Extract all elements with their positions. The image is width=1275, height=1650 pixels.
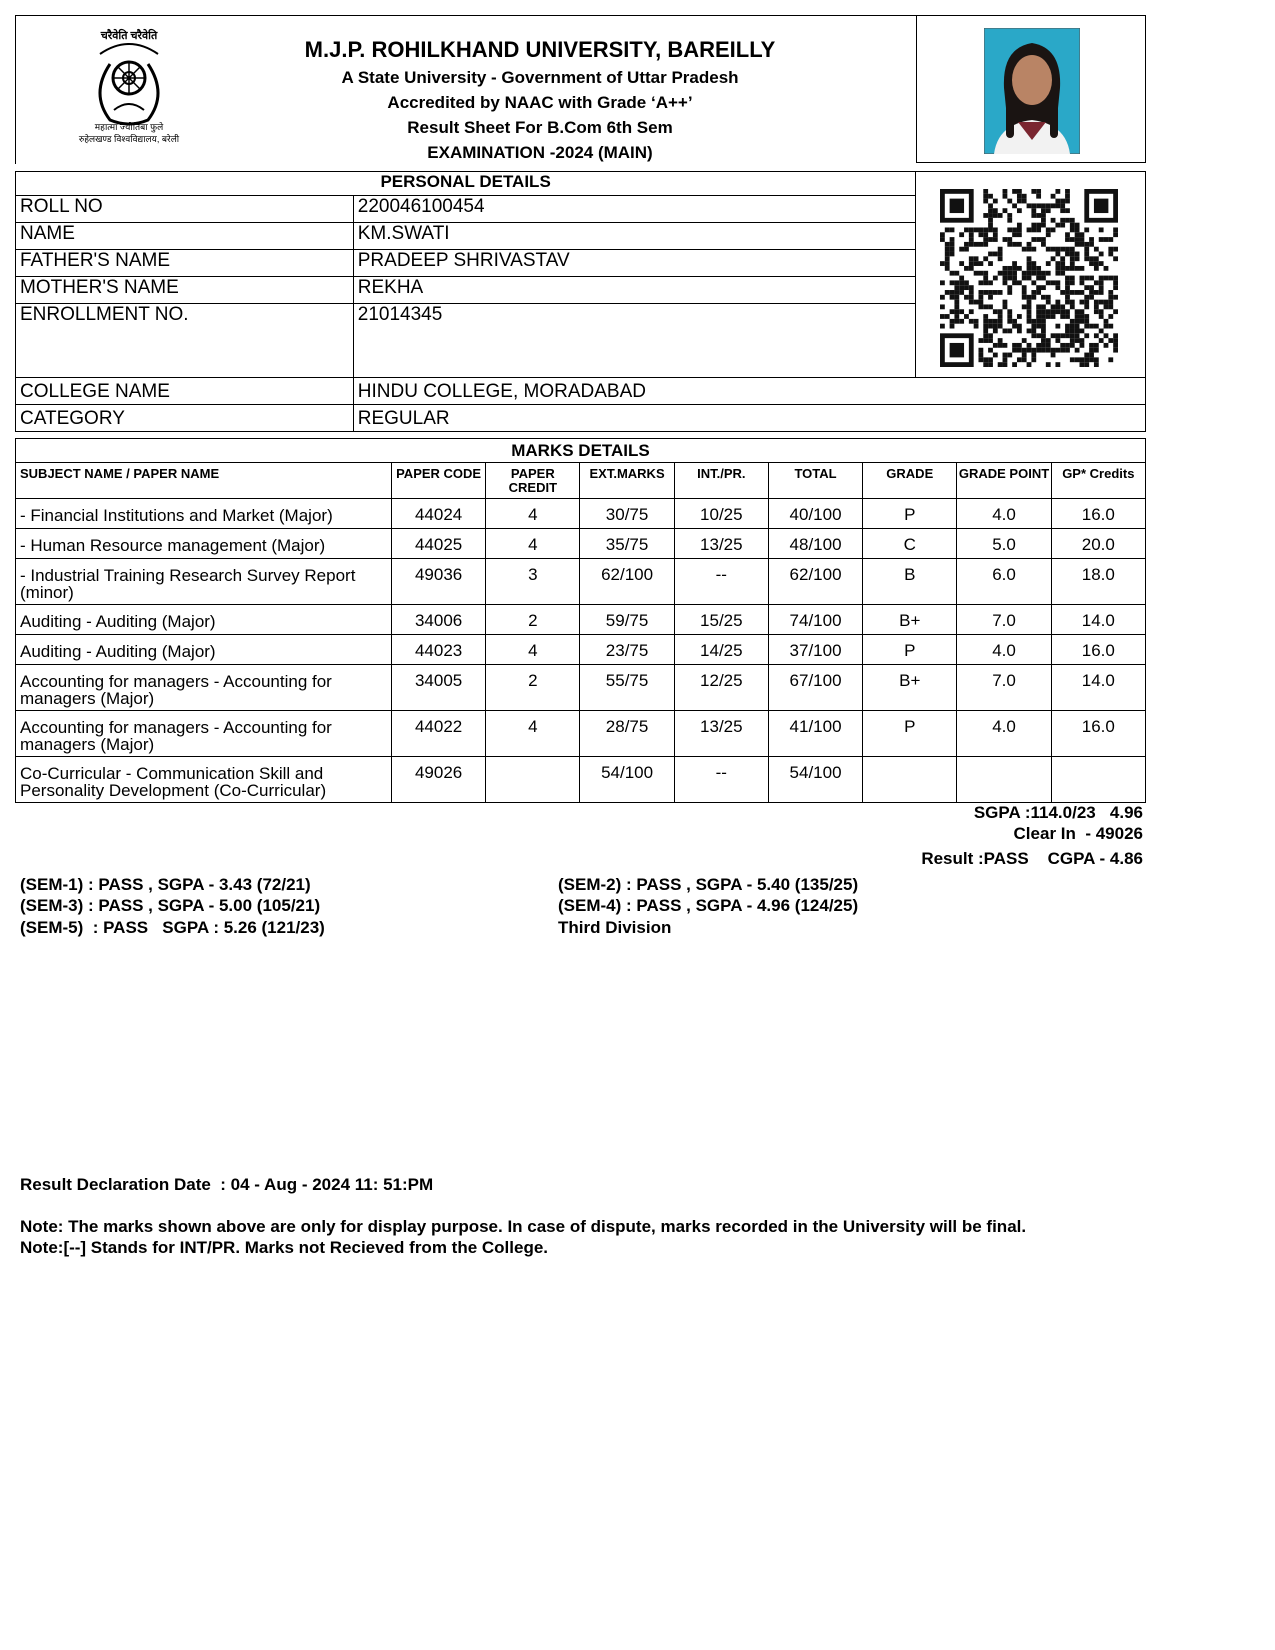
col-code: PAPER CODE xyxy=(391,463,485,499)
sgpa-summary: SGPA :114.0/23 4.96 xyxy=(973,803,1143,822)
cell-gp: 4.0 xyxy=(957,499,1051,529)
cell-grade: B+ xyxy=(863,665,957,711)
note-display: Note: The marks shown above are only for display purpose. In case of dispute, marks recorded in the University will be final. xyxy=(20,1217,1027,1236)
sem5-result: (SEM-5) : PASS SGPA : 5.26 (121/23) xyxy=(20,918,325,937)
roll-value: 220046100454 xyxy=(353,196,916,223)
name-value: KM.SWATI xyxy=(353,223,916,250)
marks-details-title: MARKS DETAILS xyxy=(16,439,1146,463)
header-line1: A State University - Government of Uttar Pradesh xyxy=(341,68,739,87)
cell-credit: 4 xyxy=(486,499,580,529)
table-row xyxy=(16,711,1146,757)
cell-grade: B+ xyxy=(863,605,957,635)
col-ext: EXT.MARKS xyxy=(580,463,674,499)
category-label: CATEGORY xyxy=(16,405,354,432)
cell-total: 74/100 xyxy=(768,605,862,635)
cell-int: 14/25 xyxy=(674,635,768,665)
cell-credit: 2 xyxy=(486,665,580,711)
cell-credit: 2 xyxy=(486,605,580,635)
cell-int: -- xyxy=(674,559,768,605)
logo-text-bottom2: रुहेलखण्ड विश्वविद्यालय, बरेली xyxy=(78,134,180,144)
cell-ext: 55/75 xyxy=(580,665,674,711)
father-label: FATHER'S NAME xyxy=(16,250,354,277)
personal-details-title: PERSONAL DETAILS xyxy=(16,172,916,196)
cell-gp: 6.0 xyxy=(957,559,1051,605)
table-row xyxy=(16,605,1146,635)
marks-details-table xyxy=(15,438,1146,803)
cell-gpc: 16.0 xyxy=(1051,499,1145,529)
cell-int: 13/25 xyxy=(674,711,768,757)
cell-code: 34006 xyxy=(391,605,485,635)
note-int-pr: Note:[--] Stands for INT/PR. Marks not Recieved from the College. xyxy=(20,1238,549,1257)
cell-credit xyxy=(486,757,580,803)
cell-total: 48/100 xyxy=(768,529,862,559)
cell-grade: B xyxy=(863,559,957,605)
cell-credit: 4 xyxy=(486,635,580,665)
mother-label: MOTHER'S NAME xyxy=(16,277,354,304)
cell-gpc: 20.0 xyxy=(1051,529,1145,559)
cell-code: 49026 xyxy=(391,757,485,803)
cell-gp: 4.0 xyxy=(957,711,1051,757)
col-credit: PAPER CREDIT xyxy=(486,463,580,499)
col-total: TOTAL xyxy=(768,463,862,499)
clear-in: Clear In - 49026 xyxy=(1013,824,1143,843)
cell-ext: 28/75 xyxy=(580,711,674,757)
cell-subject: Auditing - Auditing (Major) xyxy=(16,605,392,635)
sem1-result: (SEM-1) : PASS , SGPA - 3.43 (72/21) xyxy=(20,875,311,894)
cell-grade: P xyxy=(863,499,957,529)
table-row xyxy=(16,559,1146,605)
cell-int: -- xyxy=(674,757,768,803)
cell-ext: 59/75 xyxy=(580,605,674,635)
cell-gpc xyxy=(1051,757,1145,803)
cell-code: 44023 xyxy=(391,635,485,665)
name-label: NAME xyxy=(16,223,354,250)
cell-ext: 30/75 xyxy=(580,499,674,529)
cell-grade: P xyxy=(863,711,957,757)
header-line3: Result Sheet For B.Com 6th Sem xyxy=(407,118,673,137)
cell-total: 62/100 xyxy=(768,559,862,605)
roll-label: ROLL NO xyxy=(16,196,354,223)
cell-ext: 54/100 xyxy=(580,757,674,803)
cell-total: 40/100 xyxy=(768,499,862,529)
logo-text-top: चरैवेति चरैवेति xyxy=(100,30,158,42)
col-grade: GRADE xyxy=(863,463,957,499)
cell-gp xyxy=(957,757,1051,803)
table-row xyxy=(16,757,1146,803)
cell-credit: 4 xyxy=(486,711,580,757)
cell-gp: 7.0 xyxy=(957,665,1051,711)
cell-subject: - Financial Institutions and Market (Major) xyxy=(16,499,392,529)
table-row xyxy=(16,529,1146,559)
cell-grade: P xyxy=(863,635,957,665)
cell-int: 15/25 xyxy=(674,605,768,635)
cell-grade: C xyxy=(863,529,957,559)
cell-gpc: 14.0 xyxy=(1051,605,1145,635)
result-cgpa: Result :PASS CGPA - 4.86 xyxy=(921,849,1143,868)
col-gp: GRADE POINT xyxy=(957,463,1051,499)
cell-subject: Accounting for managers - Accounting for managers (Major) xyxy=(16,711,392,757)
qr-code-icon xyxy=(940,189,1118,367)
cell-gp: 7.0 xyxy=(957,605,1051,635)
sem3-result: (SEM-3) : PASS , SGPA - 5.00 (105/21) xyxy=(20,896,321,915)
cell-int: 10/25 xyxy=(674,499,768,529)
col-subject: SUBJECT NAME / PAPER NAME xyxy=(16,463,392,499)
cell-ext: 23/75 xyxy=(580,635,674,665)
cell-gpc: 16.0 xyxy=(1051,711,1145,757)
cell-gp: 5.0 xyxy=(957,529,1051,559)
cell-int: 12/25 xyxy=(674,665,768,711)
cell-total: 41/100 xyxy=(768,711,862,757)
student-photo xyxy=(984,28,1080,154)
cell-ext: 35/75 xyxy=(580,529,674,559)
sem4-result: (SEM-4) : PASS , SGPA - 4.96 (124/25) xyxy=(558,896,859,915)
cell-code: 44025 xyxy=(391,529,485,559)
cell-subject: - Human Resource management (Major) xyxy=(16,529,392,559)
header-line4: EXAMINATION -2024 (MAIN) xyxy=(427,143,653,162)
cell-credit: 3 xyxy=(486,559,580,605)
father-value: PRADEEP SHRIVASTAV xyxy=(353,250,916,277)
mother-value: REKHA xyxy=(353,277,916,304)
table-row xyxy=(16,499,1146,529)
photo-box xyxy=(916,15,1146,163)
university-logo xyxy=(70,24,188,148)
cell-subject: Auditing - Auditing (Major) xyxy=(16,635,392,665)
division: Third Division xyxy=(558,918,672,937)
cell-subject: Accounting for managers - Accounting for managers (Major) xyxy=(16,665,392,711)
enroll-label: ENROLLMENT NO. xyxy=(16,304,354,378)
logo-text-bottom1: महात्मा ज्योतिबा फुले xyxy=(94,122,164,132)
cell-total: 54/100 xyxy=(768,757,862,803)
table-row xyxy=(16,635,1146,665)
cell-int: 13/25 xyxy=(674,529,768,559)
header-line2: Accredited by NAAC with Grade ‘A++’ xyxy=(387,93,693,112)
college-value: HINDU COLLEGE, MORADABAD xyxy=(353,378,1145,405)
cell-code: 49036 xyxy=(391,559,485,605)
university-name: M.J.P. ROHILKHAND UNIVERSITY, BAREILLY xyxy=(304,37,776,62)
cell-gp: 4.0 xyxy=(957,635,1051,665)
cell-grade xyxy=(863,757,957,803)
table-row xyxy=(16,665,1146,711)
category-value: REGULAR xyxy=(353,405,1145,432)
cell-gpc: 14.0 xyxy=(1051,665,1145,711)
sem2-result: (SEM-2) : PASS , SGPA - 5.40 (135/25) xyxy=(558,875,859,894)
cell-subject: Co-Curricular - Communication Skill and Personality Development (Co-Curricular) xyxy=(16,757,392,803)
cell-code: 34005 xyxy=(391,665,485,711)
col-int: INT./PR. xyxy=(674,463,768,499)
cell-gpc: 16.0 xyxy=(1051,635,1145,665)
cell-total: 67/100 xyxy=(768,665,862,711)
cell-ext: 62/100 xyxy=(580,559,674,605)
cell-code: 44022 xyxy=(391,711,485,757)
cell-gpc: 18.0 xyxy=(1051,559,1145,605)
declaration-date: Result Declaration Date : 04 - Aug - 2024 11: 51:PM xyxy=(20,1175,434,1194)
cell-total: 37/100 xyxy=(768,635,862,665)
cell-code: 44024 xyxy=(391,499,485,529)
college-label: COLLEGE NAME xyxy=(16,378,354,405)
enroll-value: 21014345 xyxy=(353,304,916,378)
cell-credit: 4 xyxy=(486,529,580,559)
col-gpc: GP* Credits xyxy=(1051,463,1145,499)
cell-subject: - Industrial Training Research Survey Report (minor) xyxy=(16,559,392,605)
